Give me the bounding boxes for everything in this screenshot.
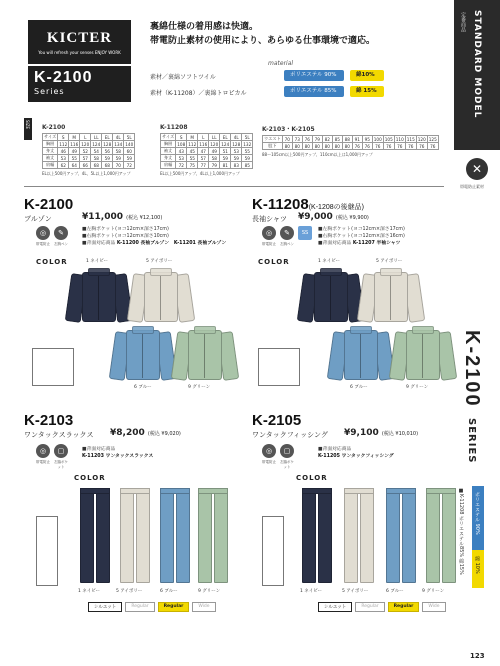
garment-k2100-green (174, 326, 236, 382)
table-row (43, 134, 135, 141)
table-cell: 79 (209, 162, 220, 169)
table-cell: EL (220, 134, 231, 141)
table-cell: 110 (395, 136, 404, 142)
table-cell: 57 (198, 155, 209, 162)
table-cell: 胸囲 (43, 141, 58, 148)
bullet: ■右胸ポケット(ヨコ12cm×深さ16cm) (318, 234, 405, 239)
table-cell: 120 (210, 141, 219, 147)
table-cell: 43 (176, 148, 187, 155)
feature-captions-k2100 (36, 242, 68, 247)
table-cell: 55 (242, 148, 253, 155)
table-cell: L (80, 134, 91, 141)
table-cell: 60 (124, 148, 135, 155)
silhouette-option-selected: Regular (388, 602, 420, 612)
companion-items: K-11203 ワンタックスラックス (82, 454, 154, 459)
silhouette-option-regular-left: Regular (355, 602, 384, 612)
color-name: 6 ブルー (386, 589, 404, 594)
antistatic-feature-icon: ◎ (262, 226, 276, 240)
table-cell: 124 (92, 141, 101, 147)
size-table-note: 88〜105cm以上500円アップ、110cm以上は1,000円アップ (262, 152, 373, 157)
table-cell: 128 (103, 141, 112, 147)
table-cell: 80 (332, 143, 342, 150)
feature-caption: 左脇ポケット (54, 460, 68, 469)
product-name-k2105: ワンタックフィッシング (252, 431, 328, 439)
table-cell: S (176, 134, 187, 141)
antistatic-feature-icon: ◎ (36, 444, 50, 458)
product-bullets-k2103 (82, 446, 153, 460)
size-table-grid (160, 133, 253, 169)
feature-icons-k2103 (36, 444, 68, 458)
color-name: 6 ブルー (350, 385, 368, 390)
garment-k2105-ivory (344, 488, 374, 584)
table-cell: 80 (322, 143, 332, 150)
table-cell: 85 (332, 136, 342, 143)
companion-items: K-11207 半袖シャツ (352, 241, 401, 246)
silhouette-option-wide: Wide (192, 602, 215, 612)
bullet-prefix: ■背面対応商品 (318, 241, 352, 246)
feature-caption: 帯電防止 (262, 242, 276, 246)
product-bullets-k2100 (82, 226, 226, 247)
antistatic-caption: 帯電防止素材 (460, 184, 484, 189)
table-cell: 70 (113, 162, 124, 169)
color-name: 6 ブルー (160, 589, 178, 594)
series-model: K-2100 (34, 69, 93, 86)
table-cell: 5L (242, 134, 253, 141)
size-table-grid (262, 135, 439, 150)
catchphrase (150, 20, 430, 48)
table-cell: 100 (373, 136, 382, 142)
bullet: ■背面対応商品 (318, 447, 352, 452)
product-price-k2105 (344, 428, 418, 438)
sidebar-title: STANDARD MODEL (472, 10, 482, 119)
table-cell: 66 (80, 162, 91, 169)
table-cell: 5L (124, 134, 135, 141)
table-cell: 54 (91, 148, 102, 155)
catchphrase-line-2: 帯電防止素材の使用により、あらゆる仕事環境で適応。 (150, 36, 376, 46)
table-row (263, 143, 439, 150)
sidebar-series-big: K-2100 (461, 330, 483, 408)
color-name: 5 アイボリー (376, 259, 403, 264)
table-cell: 95 (362, 136, 372, 143)
table-cell: S (58, 134, 69, 141)
size-table-k2103-k2105 (262, 124, 439, 158)
table-cell: 116 (70, 141, 79, 147)
silhouette-label: シルエット (88, 602, 122, 612)
table-cell: 45 (187, 148, 198, 155)
color-name: 1 ネイビー (318, 259, 341, 264)
color-label-k2105: COLOR (296, 474, 328, 482)
product-code-k2103: K-2103 (24, 412, 74, 429)
flat-drawing-k2105 (262, 516, 284, 586)
table-cell: 59 (102, 155, 113, 162)
color-label-k11208: COLOR (258, 258, 290, 266)
table-cell: 身丈 (161, 155, 176, 162)
material-1-polyester: ポリエステル 90% (284, 70, 344, 81)
table-cell: 53 (58, 155, 69, 162)
divider (24, 186, 444, 187)
antistatic-feature-icon: ◎ (262, 444, 276, 458)
garment-k11208-green (392, 326, 454, 382)
table-cell: 52 (80, 148, 91, 155)
table-cell: 62 (58, 162, 69, 169)
table-cell: 55 (69, 155, 80, 162)
color-label-k2100: COLOR (36, 258, 68, 266)
size-table-grid (42, 133, 135, 169)
color-name: 9 グリーン (422, 589, 445, 594)
table-cell: 68 (102, 162, 113, 169)
sidebar-yellow-text: 綿 10% (474, 556, 480, 574)
table-cell: 袖丈 (43, 155, 58, 162)
materials-label: material (268, 60, 294, 67)
table-cell: 4L (231, 134, 242, 141)
product-price-k2103 (110, 428, 181, 438)
garment-k2105-green (426, 488, 456, 584)
table-cell: 胸囲 (161, 141, 176, 148)
table-cell: 116 (199, 141, 208, 147)
sidebar-series-word: SERIES (466, 418, 477, 464)
table-cell: 124 (221, 141, 230, 147)
table-cell: 59 (242, 155, 253, 162)
silhouette-option-wide: Wide (422, 602, 445, 612)
product-name-k2103: ワンタックスラックス (24, 431, 94, 439)
flat-drawing-k11208 (258, 348, 300, 386)
table-cell: 肩幅 (43, 162, 58, 169)
table-cell: 108 (177, 141, 186, 147)
feature-caption: 左胸ペン (280, 242, 294, 246)
feature-caption: 帯電防止 (36, 460, 50, 464)
material-row-1: 素材／裏綿ソフトツイル (150, 74, 216, 81)
table-cell: M (69, 134, 80, 141)
feature-caption: 左胸ペン (54, 242, 68, 246)
table-cell: サイズ (44, 134, 57, 139)
table-cell: LL (91, 134, 102, 141)
bullet (318, 453, 394, 460)
table-cell: 76 (383, 143, 394, 150)
table-cell: 56 (102, 148, 113, 155)
pen-pocket-feature-icon: ✎ (54, 226, 68, 240)
table-cell: LL (209, 134, 220, 141)
table-cell: 85 (242, 162, 253, 169)
table-cell: 76 (427, 143, 438, 150)
sidebar-subtitle: 定番商品 (460, 12, 466, 32)
product-name-k2100: ブルゾン (24, 215, 52, 223)
color-name: 9 グリーン (406, 385, 429, 390)
silhouette-k2105 (318, 602, 446, 612)
table-row (43, 162, 135, 169)
page-number: 123 (470, 652, 485, 660)
brand-logo (28, 20, 131, 64)
table-row (263, 136, 439, 143)
garment-k2100-ivory (130, 268, 192, 324)
table-cell: 53 (231, 148, 242, 155)
table-cell: 112 (188, 141, 197, 147)
table-cell: 72 (176, 162, 187, 169)
table-cell: 76 (394, 143, 405, 150)
table-cell: 46 (58, 148, 69, 155)
bullet: ■左胸ポケット(ヨコ12cm×深さ17cm) (82, 227, 169, 232)
table-cell: 115 (406, 136, 415, 142)
table-cell: 80 (292, 143, 302, 150)
price-tax: (税込 ¥10,010) (381, 431, 419, 437)
feature-icons-k2105 (262, 444, 294, 458)
catchphrase-line-1: 裏綿仕様の着用感は快適。 (150, 22, 259, 32)
table-cell: 76 (362, 143, 372, 150)
size-table-title: K-2100 (42, 124, 66, 131)
garment-k2103-ivory (120, 488, 150, 584)
table-cell: 59 (231, 155, 242, 162)
silhouette-option-regular-left: Regular (125, 602, 154, 612)
table-row (43, 155, 135, 162)
size-table-k11208 (160, 124, 253, 177)
size-table-title: K-11208 (160, 124, 188, 131)
bullet (318, 240, 405, 247)
feature-captions-k11208 (262, 242, 294, 247)
sidebar-yellow-band (472, 550, 484, 588)
size-tag-text: SIZE (25, 120, 30, 129)
material-1-cotton: 綿10% (350, 70, 384, 81)
bullet: ■背面対応商品 (82, 447, 116, 452)
table-cell: 55 (187, 155, 198, 162)
table-cell: 134 (114, 141, 123, 147)
table-cell: 75 (187, 162, 198, 169)
sidebar-blue-band (472, 486, 484, 550)
size-table-note: EL以上500円アップ、4L以上1,000円アップ (160, 171, 240, 176)
table-cell: 76 (352, 143, 362, 150)
garment-k2100-blue (112, 326, 174, 382)
table-cell: 53 (176, 155, 187, 162)
price-tax: (税込 ¥9,020) (147, 431, 181, 437)
companion-items: K-11200 長袖ブルゾン K-11201 長袖ブルゾン (116, 241, 227, 246)
table-cell: 64 (69, 162, 80, 169)
table-cell: 股下 (263, 143, 283, 150)
table-cell: 袖丈 (161, 148, 176, 155)
color-name: 5 アイボリー (146, 259, 173, 264)
table-cell: 120 (417, 136, 426, 142)
flat-drawing-k2103 (36, 516, 58, 586)
pen-pocket-feature-icon: ✎ (280, 226, 294, 240)
series-word: Series (34, 87, 65, 96)
table-cell: 77 (198, 162, 209, 169)
product-bullets-k11208 (318, 226, 405, 247)
code-sub: (K-1208の後継品) (308, 204, 364, 211)
feature-icons-k2100 (36, 226, 68, 240)
garment-k2103-navy (80, 488, 110, 584)
table-cell: 58 (91, 155, 102, 162)
table-cell: M (187, 134, 198, 141)
ss-size-icon: SS (298, 226, 312, 240)
table-row (43, 148, 135, 155)
table-cell: 49 (209, 148, 220, 155)
logo-text: KICTER (46, 30, 113, 46)
table-cell: 80 (282, 143, 292, 150)
garment-k11208-navy (300, 268, 362, 324)
table-row (161, 134, 253, 141)
product-price-k2100 (82, 212, 162, 222)
table-cell: ウエスト (264, 136, 281, 141)
color-name: 5 アイボリー (342, 589, 369, 594)
material-2-polyester: ポリエステル 85% (284, 86, 344, 97)
price-value: ¥9,100 (344, 428, 379, 438)
sidebar-blue-text: ポリエステル 90% (474, 492, 480, 535)
table-cell: 73 (292, 136, 302, 143)
table-cell: 83 (231, 162, 242, 169)
flat-drawing-k2100 (32, 348, 74, 386)
color-name: 9 グリーン (188, 385, 211, 390)
product-bullets-k2105 (318, 446, 394, 460)
product-code-k2105: K-2105 (252, 412, 302, 429)
table-cell: 140 (125, 141, 134, 147)
product-name-k11208: 長袖シャツ (252, 215, 287, 223)
table-cell: 82 (322, 136, 332, 143)
garment-k2105-navy (302, 488, 332, 584)
size-table-k2100 (42, 124, 135, 177)
table-cell: 81 (220, 162, 231, 169)
table-cell: 76 (405, 143, 416, 150)
bullet: ■右胸ポケット(ヨコ12cm×深さ10cm) (82, 234, 169, 239)
antistatic-icon: ✕ (466, 158, 488, 180)
size-table-title: K-2103・K-2105 (262, 126, 315, 133)
table-cell: 79 (312, 136, 322, 143)
sidebar-standard-model (454, 0, 500, 150)
table-row (161, 148, 253, 155)
table-cell: 105 (384, 136, 393, 142)
feature-captions-k2105 (262, 460, 294, 470)
bullet (82, 240, 226, 247)
table-row (161, 162, 253, 169)
silhouette-label: シルエット (318, 602, 352, 612)
price-tax: (税込 ¥9,900) (335, 215, 369, 221)
color-name: 5 アイボリー (116, 589, 143, 594)
bullet: ■左胸ポケット(ヨコ12cm×深さ17cm) (318, 227, 405, 232)
material-2-cotton: 綿 15% (350, 86, 384, 97)
garment-k2100-navy (68, 268, 130, 324)
table-cell: 80 (302, 143, 312, 150)
table-cell: サイズ (162, 134, 175, 139)
table-cell: 57 (80, 155, 91, 162)
table-cell: 120 (81, 141, 90, 147)
bullet-prefix: ■背面対応商品 (82, 241, 116, 246)
table-cell: 132 (243, 141, 252, 147)
table-cell: 76 (372, 143, 383, 150)
garment-k2103-green (198, 488, 228, 584)
sidebar-material-note: ■K-11208 ポリエステル85% 綿15% (458, 488, 464, 575)
table-cell: 125 (428, 136, 437, 142)
table-cell: 128 (232, 141, 241, 147)
code-text: K-11208 (252, 196, 309, 213)
table-cell: 51 (220, 148, 231, 155)
table-cell: 80 (312, 143, 322, 150)
color-name: 1 ネイビー (78, 589, 101, 594)
logo-tagline: You will refresh your senses ENJOY WORK (38, 50, 121, 55)
size-table-note: EL以上500円アップ、4L、5L以上1,000円アップ (42, 171, 131, 176)
side-pocket-feature-icon: ▢ (54, 444, 68, 458)
companion-items: K-11205 ワンタックフィッシング (318, 454, 394, 459)
feature-caption: 帯電防止 (36, 242, 50, 246)
table-cell: 70 (282, 136, 292, 143)
price-tax: (税込 ¥12,100) (126, 215, 163, 221)
table-cell: L (198, 134, 209, 141)
color-label-k2103: COLOR (74, 474, 106, 482)
table-cell: 肩幅 (161, 162, 176, 169)
price-value: ¥8,200 (110, 428, 145, 438)
antistatic-feature-icon: ◎ (36, 226, 50, 240)
table-cell: 68 (91, 162, 102, 169)
feature-caption: 左脇ポケット (280, 460, 294, 469)
table-cell: 58 (209, 155, 220, 162)
product-code-k11208 (252, 196, 364, 213)
garment-k2105-blue (386, 488, 416, 584)
table-row (161, 155, 253, 162)
table-cell: 4L (113, 134, 124, 141)
product-code-k2100: K-2100 (24, 196, 74, 213)
table-cell: 91 (352, 136, 362, 143)
table-cell: 49 (69, 148, 80, 155)
product-price-k11208 (298, 212, 369, 222)
table-cell: 47 (198, 148, 209, 155)
table-cell: EL (102, 134, 113, 141)
table-cell: 59 (113, 155, 124, 162)
feature-caption: 帯電防止 (262, 460, 276, 464)
table-cell: 88 (342, 136, 352, 143)
feature-icons-k11208 (262, 226, 312, 240)
color-name: 1 ネイビー (86, 259, 109, 264)
garment-k2103-blue (160, 488, 190, 584)
table-cell: 76 (416, 143, 427, 150)
price-value: ¥9,000 (298, 212, 333, 222)
table-cell: 76 (302, 136, 312, 143)
table-cell: 58 (113, 148, 124, 155)
color-name: 1 ネイビー (300, 589, 323, 594)
table-cell: 80 (342, 143, 352, 150)
table-row (43, 141, 135, 148)
bullet (82, 453, 153, 460)
table-cell: 59 (220, 155, 231, 162)
silhouette-option-selected: Regular (158, 602, 190, 612)
table-cell: 身丈 (43, 148, 58, 155)
feature-captions-k2103 (36, 460, 68, 470)
color-name: 6 ブルー (134, 385, 152, 390)
table-cell: 112 (59, 141, 68, 147)
size-tag (24, 118, 32, 140)
table-cell: 59 (124, 155, 135, 162)
silhouette-k2103 (88, 602, 216, 612)
side-pocket-feature-icon: ▢ (280, 444, 294, 458)
table-cell: 72 (124, 162, 135, 169)
table-row (161, 141, 253, 148)
material-row-2: 素材（K-11208）／裏綿トロピカル (150, 90, 247, 97)
price-value: ¥11,000 (82, 212, 123, 222)
garment-k11208-ivory (360, 268, 422, 324)
color-name: 9 グリーン (198, 589, 221, 594)
garment-k11208-blue (330, 326, 392, 382)
series-title-box (28, 66, 131, 102)
